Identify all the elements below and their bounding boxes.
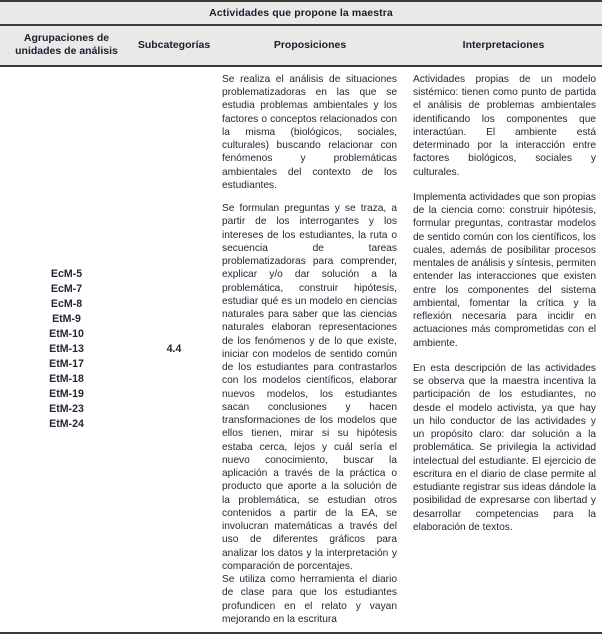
proposicion-paragraph: Se utiliza como herramienta el diario de clase para que los estudiantes profundicen en el relato y vayan mejorando en la escritura: [222, 574, 397, 625]
table-title: Actividades que propone la maestra: [0, 1, 602, 25]
interpretacion-paragraph: En esta descripción de las actividades se observa que la maestra incentiva la participación de los estudiantes, no desde el modelo activista, ya que hay un hilo conductor de las actividades y un propósito claro: dar solución a la problemática. Se privilegia la actividad intelectual del estudiante. El ejercicio de escritura en el diario de clase permite al estudiante registrar sus ideas dándole la posibilidad de expresarse con libertad y desarrollar competencias para la elaboración de textos.: [413, 362, 597, 533]
analysis-unit-code: EtM-10: [49, 327, 84, 340]
analysis-unit-code: EtM-24: [49, 418, 84, 431]
analysis-unit-code: EtM-23: [49, 403, 84, 416]
analysis-unit-code: EcM-7: [50, 282, 83, 295]
cell-proposiciones: [215, 66, 405, 633]
table-body: [0, 66, 602, 633]
analysis-unit-code: EtM-9: [52, 312, 81, 325]
cell-interpretaciones: [405, 66, 602, 633]
column-header-subcategorias: Subcategorías: [133, 25, 215, 66]
column-header-agrupaciones: Agrupaciones de unidades de análisis: [0, 25, 133, 66]
column-header-interpretaciones: Interpretaciones: [405, 25, 602, 66]
analysis-unit-code: EtM-18: [49, 373, 84, 386]
interpretacion-paragraph: Implementa actividades que son propias de la ciencia como: construir hipótesis, formular preguntas, contrastar modelos de sentido común con los científicos, los cuales, además de posibilitar procesos mentales de análisis y síntesis, permiten entender las interacciones que existen entre los componentes del sistema ambiental, fomentar la crítica y la reflexión necesaria para incidir en actuaciones más comprometidas con el ambiente.: [413, 191, 597, 349]
proposicion-paragraph: Se formulan preguntas y se traza, a partir de los interrogantes y los intereses de los estudiantes, la ruta o secuencia de tareas problematizadoras para comprender, explicar y/o dar solución a la problemática, construir hipótesis, estudiar qué es un modelo en ciencias naturales para saber que las ciencias naturales elaboran representaciones de los fenómenos y de lo que existe, iniciar con modelos de sentido común de los estudiantes para contrastarlos con los modelos científicos, elaborar nuevos modelos, los estudiantes sacan conclusiones y hacen transformaciones de los modelos que ellos tienen, mirar si su hipótesis estaba cerca, lejos y cuál sería el nuevo conocimiento, buscar la aplicación a través de la práctica o producto que aporte a la solución de la problemática, se estudian otros contenidos a partir de la EA, se involucran matemáticas a través del uso de diferentes gráficos para analizar los datos y la interpretación y comparación de porcentajes.: [222, 203, 397, 572]
table-header: [0, 1, 602, 66]
table-column-header-row: [0, 25, 602, 66]
table-row: [0, 66, 602, 633]
cell-agrupaciones: [0, 66, 133, 633]
analysis-unit-code-list: [0, 267, 133, 432]
table-super-header-row: [0, 1, 602, 25]
analysis-unit-code: EcM-5: [50, 267, 83, 280]
analysis-unit-code: EtM-13: [49, 342, 84, 355]
analysis-unit-code: EcM-8: [50, 297, 83, 310]
column-header-proposiciones: Proposiciones: [215, 25, 405, 66]
interpretacion-paragraph: Actividades propias de un modelo sistémico: tienen como punto de partida el análisis de problemas ambientales identificando los componentes que interactúan. El ambiente está determinado por la interacción entre factores biológicos, sociales y culturales.: [413, 73, 597, 178]
proposicion-paragraph: Se realiza el análisis de situaciones problematizadoras en las que se estudia problemas ambientales y los factores o conceptos relacionados con la misma (biológicos, sociales, culturales) buscando relacionar con fenómenos y problemáticas ambientales del contexto de los estudiantes.: [222, 73, 397, 191]
cell-subcategoria: 4.4: [133, 66, 215, 633]
analysis-unit-code: EtM-17: [49, 358, 84, 371]
analysis-unit-code: EtM-19: [49, 388, 84, 401]
